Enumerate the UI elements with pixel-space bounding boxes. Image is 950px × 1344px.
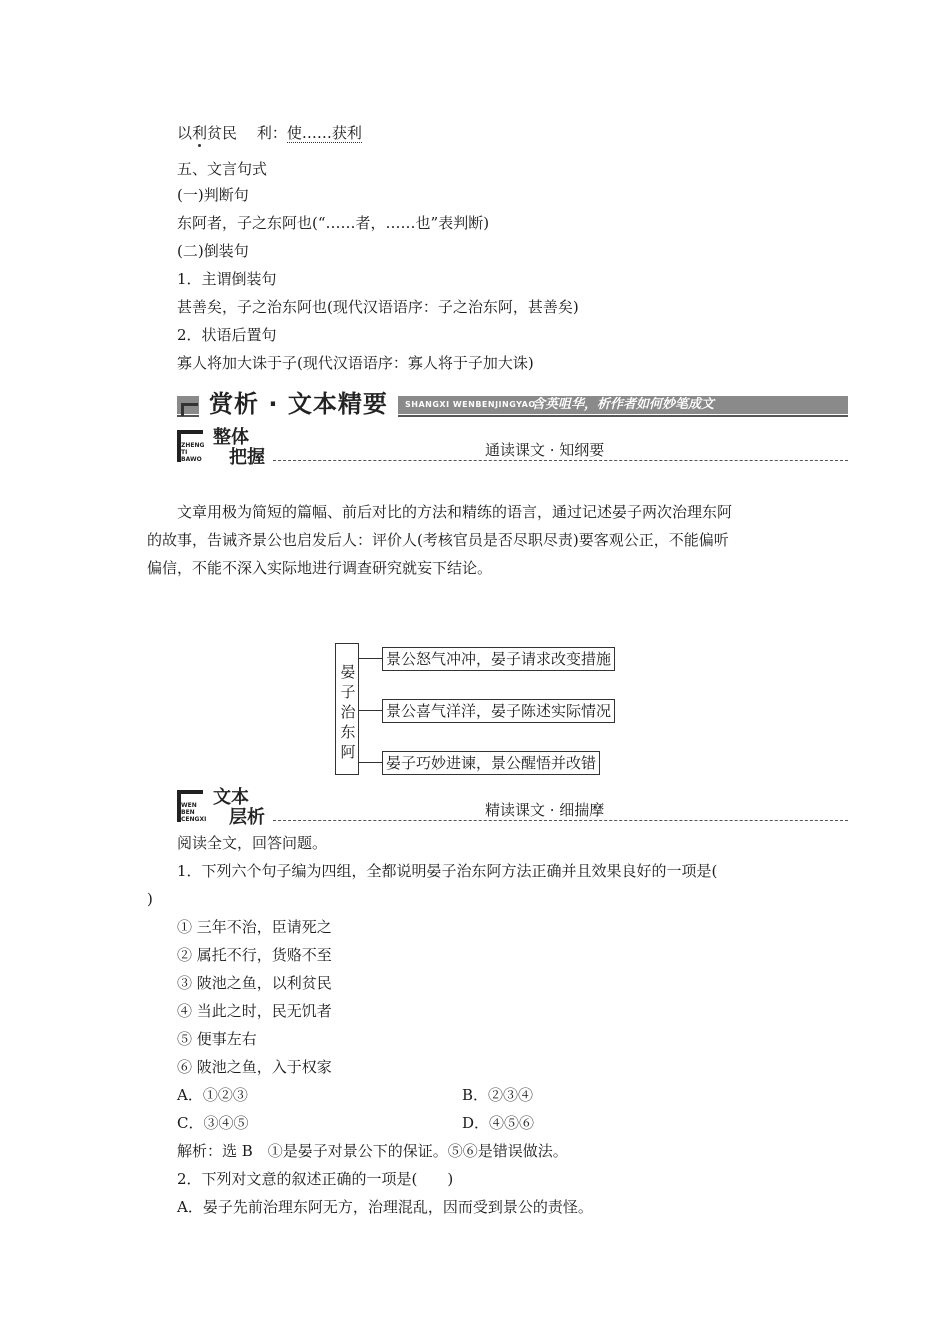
section-caption: 通读课文 · 知纲要	[485, 441, 605, 459]
question-1-item: ④ 当此之时，民无饥者	[177, 1002, 332, 1020]
text-line: 甚善矣，子之治东阿也(现代汉语语序：子之治东阿，甚善矣)	[177, 298, 579, 316]
vocab-word: 利：	[256, 124, 287, 142]
subheading-adverbial: 2．状语后置句	[177, 326, 277, 344]
questions-intro: 阅读全文，回答问题。	[177, 834, 328, 852]
question-1-item: ⑤ 便事左右	[177, 1030, 257, 1048]
banner-hook-icon	[181, 403, 198, 416]
subheading-judgment: (一)判断句	[177, 186, 249, 204]
section-header-overview	[177, 428, 848, 468]
option-d: D．④⑤⑥	[462, 1114, 535, 1132]
option-a: A．①②③	[177, 1086, 248, 1104]
heading-sentence-patterns: 五、文言句式	[177, 160, 268, 178]
section-rule	[273, 460, 848, 461]
question-1-item: ② 属托不行，货赂不至	[177, 946, 332, 964]
diagram-root	[335, 643, 359, 775]
line-vocab	[177, 123, 362, 143]
section-title-1: 文本	[213, 787, 249, 808]
section-title-2: 层析	[229, 807, 265, 828]
question-1-item: ③ 陂池之鱼，以利贫民	[177, 974, 332, 992]
banner-title: 赏析 · 文本精要	[199, 389, 398, 419]
question-2-option-a: A．晏子先前治理东阿无方，治理混乱，因而受到景公的责怪。	[177, 1198, 593, 1216]
banner-pinyin: SHANGXI WENBENJINGYAO	[405, 400, 536, 409]
diagram-branch: 晏子巧妙进谏，景公醒悟并改错	[382, 751, 600, 775]
section-title-1: 整体	[213, 427, 249, 448]
vocab-meaning: 使……获利	[286, 124, 362, 142]
answer-analysis: 解析：选 B ①是晏子对景公下的保证。⑤⑥是错误做法。	[177, 1142, 568, 1160]
option-c: C．③④⑤	[177, 1114, 249, 1132]
question-2-stem: 2．下列对文意的叙述正确的一项是( )	[177, 1170, 454, 1188]
section-rule	[273, 820, 848, 821]
question-1-stem: 1．下列六个句子编为四组，全都说明晏子治东阿方法正确并且效果良好的一项是(	[177, 862, 718, 880]
diagram-branch: 景公怒气冲冲，晏子请求改变措施	[382, 647, 615, 671]
question-1-item: ① 三年不治，臣请死之	[177, 918, 332, 936]
section-logo-text: ZHENG TI BAWO	[181, 442, 205, 463]
section-caption: 精读课文 · 细揣摩	[485, 801, 605, 819]
subheading-inversion: (二)倒装句	[177, 242, 249, 260]
question-1-stem-end: )	[147, 890, 153, 908]
diagram-branch: 景公喜气洋洋，晏子陈述实际情况	[382, 699, 615, 723]
structure-diagram	[335, 643, 647, 777]
banner-slogan: 含英咀华，析作者如何妙笔成文	[532, 397, 715, 412]
paragraph-line: 的故事，告诫齐景公也启发后人：评价人(考核官员是否尽职尽责)要客观公正，不能偏听	[147, 531, 729, 549]
diagram-root-label: 晏子治东阿	[340, 663, 356, 761]
paragraph-line: 文章用极为简短的篇幅、前后对比的方法和精练的语言，通过记述晏子两次治理东阿	[177, 503, 733, 521]
section-title-2: 把握	[229, 447, 265, 468]
section-banner	[177, 389, 848, 419]
vocab-phrase: 以利贫民	[177, 124, 238, 142]
section-logo-text: WEN BEN CENGXI	[181, 802, 207, 823]
option-b: B．②③④	[462, 1086, 534, 1104]
diagram-connector	[359, 762, 383, 763]
subheading-subject-predicate: 1．主谓倒装句	[177, 270, 277, 288]
text-line: 东阿者，子之东阿也(“……者，……也”表判断)	[177, 214, 490, 232]
section-header-analysis	[177, 788, 848, 828]
diagram-connector	[359, 658, 383, 659]
diagram-connector	[359, 710, 383, 711]
paragraph-line: 偏信，不能不深入实际地进行调查研究就妄下结论。	[147, 559, 493, 577]
text-line: 寡人将加大诛于子(现代汉语语序：寡人将于子加大诛)	[177, 354, 534, 372]
question-1-item: ⑥ 陂池之鱼，入于权家	[177, 1058, 332, 1076]
